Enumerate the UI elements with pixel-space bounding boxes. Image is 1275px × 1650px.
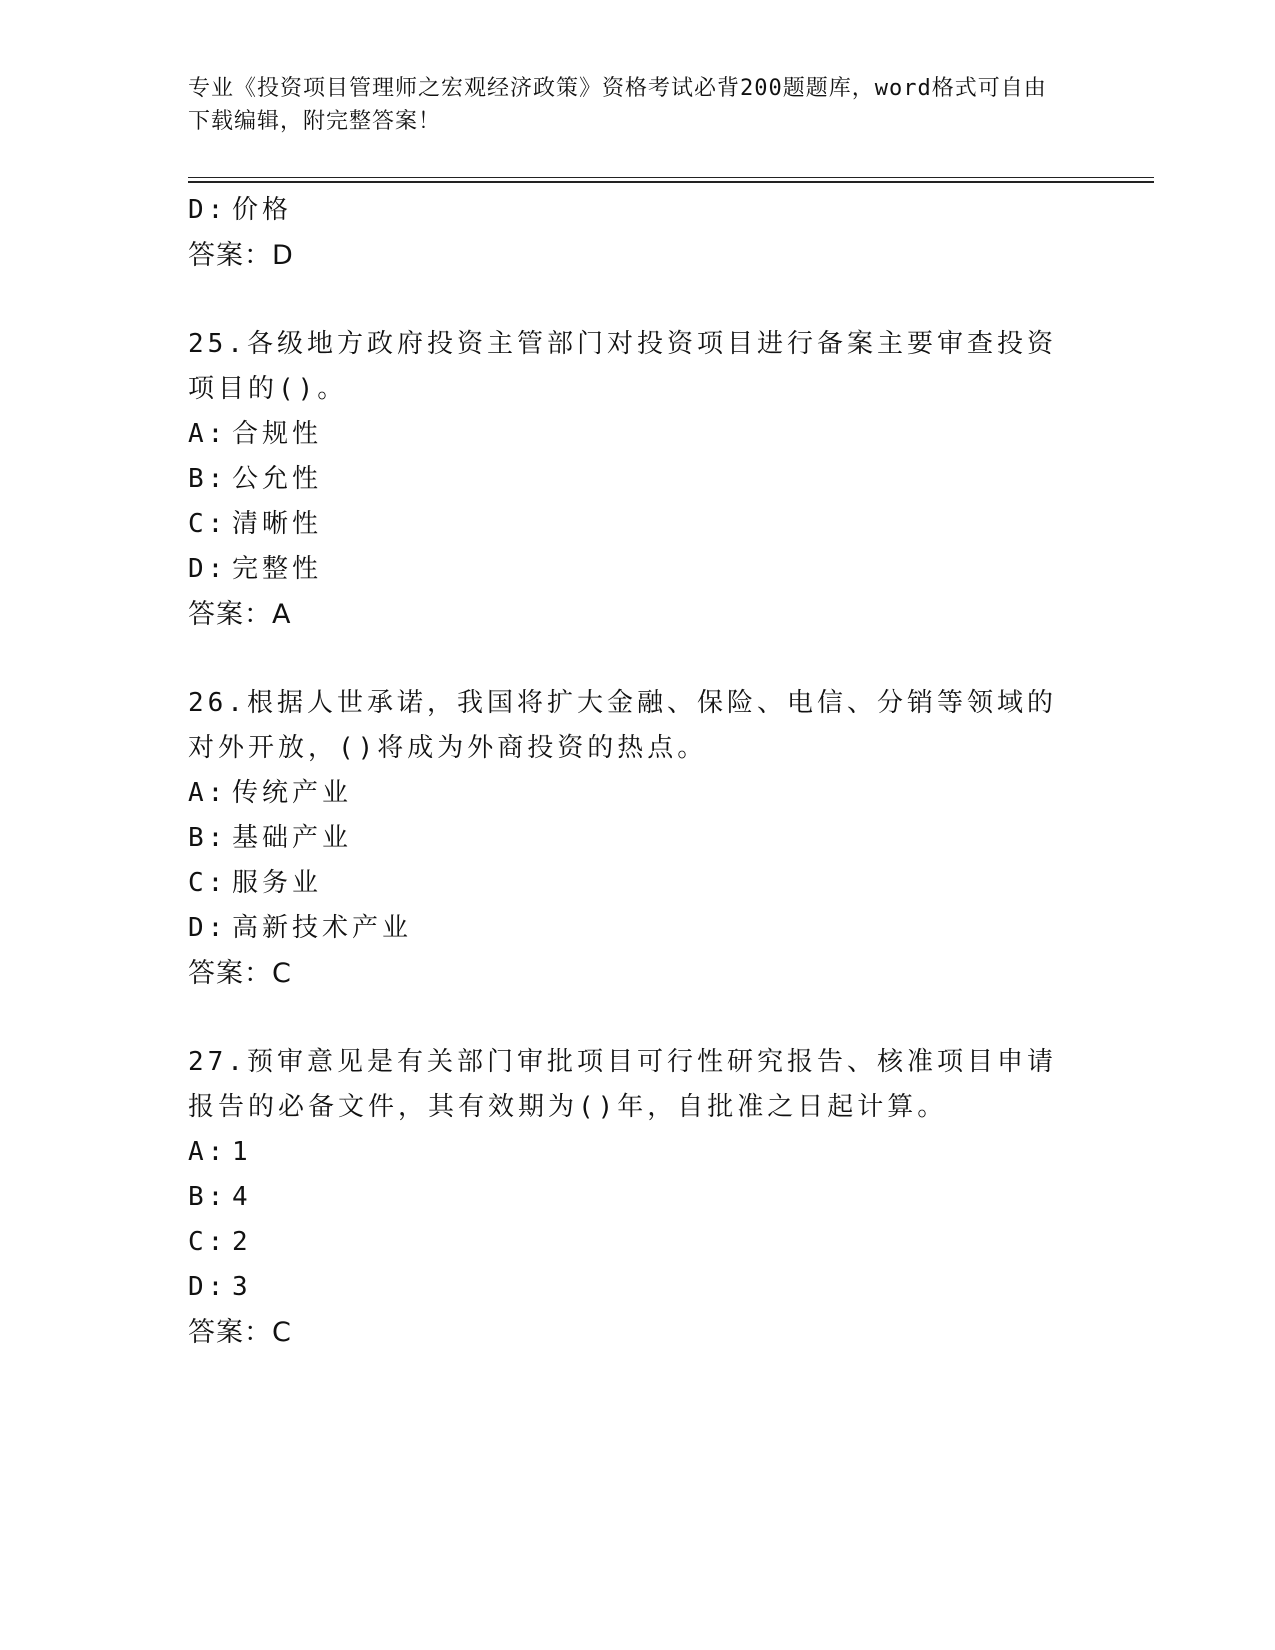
option-row [188,816,1088,861]
option-text: 2 [232,1227,252,1257]
option-letter: D: [188,195,228,225]
question-block [188,681,1088,997]
answer-line: 答案：A [188,599,292,630]
option-text: 清晰性 [232,509,323,539]
option-letter: B: [188,1182,228,1212]
option-letter: A: [188,1137,228,1167]
option-letter: D: [188,913,228,943]
option-row [188,861,1088,906]
option-text: 高新技术产业 [232,913,413,943]
answer-line: 答案：C [188,1317,292,1348]
option-letter: A: [188,419,228,449]
option-row [188,1265,1088,1310]
document-header: 专业《投资项目管理师之宏观经济政策》资格考试必背200题题库，word格式可自由下载编辑，附完整答案！ [188,76,1047,134]
option-row [188,1130,1088,1175]
option-letter: A: [188,778,228,808]
option-row [188,412,1088,457]
question-block [188,1040,1088,1356]
option-letter: D: [188,554,228,584]
option-letter: C: [188,868,228,898]
option-letter: D: [188,1272,228,1302]
option-text: 服务业 [232,868,323,898]
question-stem: 25.各级地方政府投资主管部门对投资项目进行备案主要审查投资项目的()。 [188,329,1057,404]
option-text: 基础产业 [232,823,353,853]
answer-line: 答案：C [188,958,292,989]
option-row [188,771,1088,816]
option-row [188,188,1088,233]
option-text: 公允性 [232,464,323,494]
option-letter: B: [188,823,228,853]
option-text: 合规性 [232,419,323,449]
option-row [188,906,1088,951]
option-text: 3 [232,1272,252,1302]
option-text: 完整性 [232,554,323,584]
option-row [188,547,1088,592]
option-text: 价格 [232,195,293,225]
option-text: 传统产业 [232,778,353,808]
answer-line: 答案：D [188,240,294,271]
header-divider-thick [188,181,1154,183]
option-letter: B: [188,464,228,494]
option-letter: C: [188,509,228,539]
question-stem: 27.预审意见是有关部门审批项目可行性研究报告、核准项目申请报告的必备文件，其有效期为()年，自批准之日起计算。 [188,1047,1057,1122]
question-block [188,322,1088,638]
option-row [188,1175,1088,1220]
header-divider-thin [188,177,1154,178]
previous-question-tail [188,188,1088,279]
question-stem: 26.根据人世承诺，我国将扩大金融、保险、电信、分销等领域的对外开放，()将成为外商投资的热点。 [188,688,1057,763]
option-row [188,1220,1088,1265]
option-text: 1 [232,1137,252,1167]
option-row [188,457,1088,502]
question-content [188,188,1088,1356]
option-text: 4 [232,1182,252,1212]
option-letter: C: [188,1227,228,1257]
option-row [188,502,1088,547]
